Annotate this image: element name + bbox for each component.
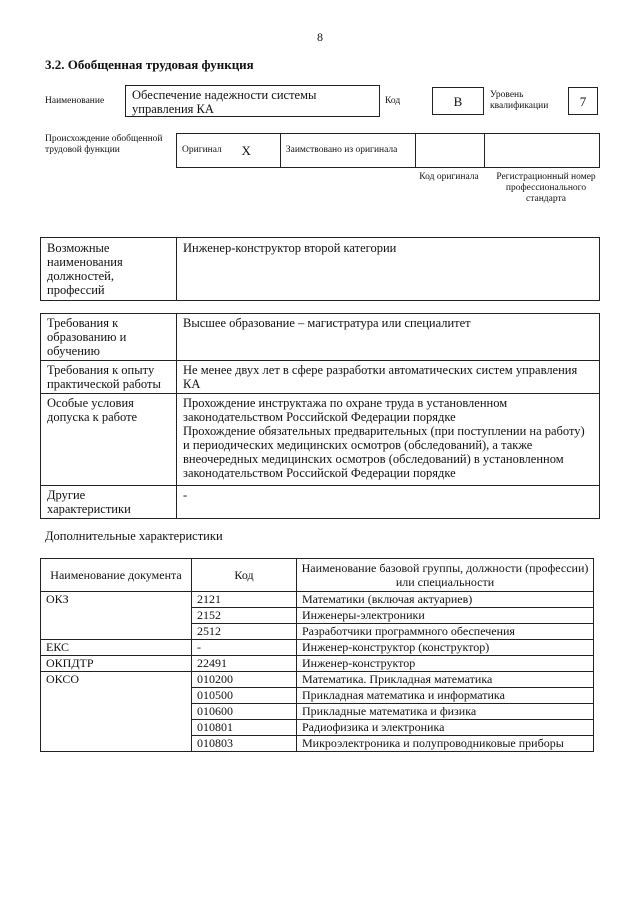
name-cell: Инженеры-электроники [297,608,594,624]
positions-value: Инженер-конструктор второй категории [177,238,600,301]
name-cell: Микроэлектроника и полупроводниковые приборы [297,736,594,752]
header-code: Код [192,559,297,592]
level-box [568,87,598,115]
req-label: Требования к образованию и обучению [41,314,177,361]
level-label: Уровень квалификации [490,90,549,111]
code-original-cell [415,134,485,168]
borrowed-label: Заимствовано из оригинала [280,134,415,168]
code-cell: 010803 [192,736,297,752]
level-value: 7 [579,94,587,109]
requirements-table [40,313,600,519]
doc-cell: ОКПДТР [41,656,192,672]
req-label: Другие характеристики [41,486,177,519]
name-cell: Инженер-конструктор (конструктор) [297,640,594,656]
origin-label: Происхождение обобщенной трудовой функции [45,134,163,155]
name-cell: Математики (включая актуариев) [297,592,594,608]
positions-label: Возможные наименования должностей, профессий [41,238,177,301]
name-cell: Радиофизика и электроника [297,720,594,736]
header-name: Наименование базовой группы, должности (профессии) или специальности [297,559,594,592]
code-cell: 010500 [192,688,297,704]
req-value: Прохождение инструктажа по охране труда в установленном законодательством Российской Федерации порядке Прохождение обязательных предварительных (при поступлении на работу) и периодических медицинских осмотров (обследований), а также внеочередных медицинских осмотров (обследований) в установленном законодательством Российской Федерации порядке [177,394,600,486]
code-value: B [453,94,463,109]
name-cell: Математика. Прикладная математика [297,672,594,688]
origin-table [176,133,600,168]
code-cell: - [192,640,297,656]
code-box [432,87,484,115]
req-label: Особые условия допуска к работе [41,394,177,486]
code-cell: 2121 [192,592,297,608]
code-cell: 22491 [192,656,297,672]
req-label: Требования к опыту практической работы [41,361,177,394]
additional-title: Дополнительные характеристики [45,529,223,543]
doc-cell: ОКЗ [41,592,192,640]
code-label: Код [385,96,401,106]
code-cell: 010200 [192,672,297,688]
page-number: 8 [317,30,323,44]
positions-table [40,237,600,301]
original-label: Оригинал [177,134,237,168]
name-cell: Прикладная математика и информатика [297,688,594,704]
reg-number-cell [485,134,600,168]
reg-number-caption: Регистрационный номер профессионального стандарта [496,172,596,204]
req-value: - [177,486,600,519]
req-value: Высшее образование – магистратура или специалитет [177,314,600,361]
code-original-caption: Код оригинала [419,172,479,182]
function-name-box [125,85,380,117]
header-document: Наименование документа [41,559,192,592]
name-cell: Прикладные математика и физика [297,704,594,720]
name-cell: Разработчики программного обеспечения [297,624,594,640]
doc-cell: ЕКС [41,640,192,656]
code-cell: 010801 [192,720,297,736]
original-mark: X [236,134,280,168]
code-cell: 010600 [192,704,297,720]
function-name-value: Обеспечение надежности системы управления КА [132,88,317,116]
additional-table [40,558,594,752]
name-label: Наименование [45,96,105,106]
req-value: Не менее двух лет в сфере разработки автоматических систем управления КА [177,361,600,394]
section-title: 3.2. Обобщенная трудовая функция [45,57,254,72]
name-cell: Инженер-конструктор [297,656,594,672]
code-cell: 2152 [192,608,297,624]
code-cell: 2512 [192,624,297,640]
doc-cell: ОКСО [41,672,192,752]
